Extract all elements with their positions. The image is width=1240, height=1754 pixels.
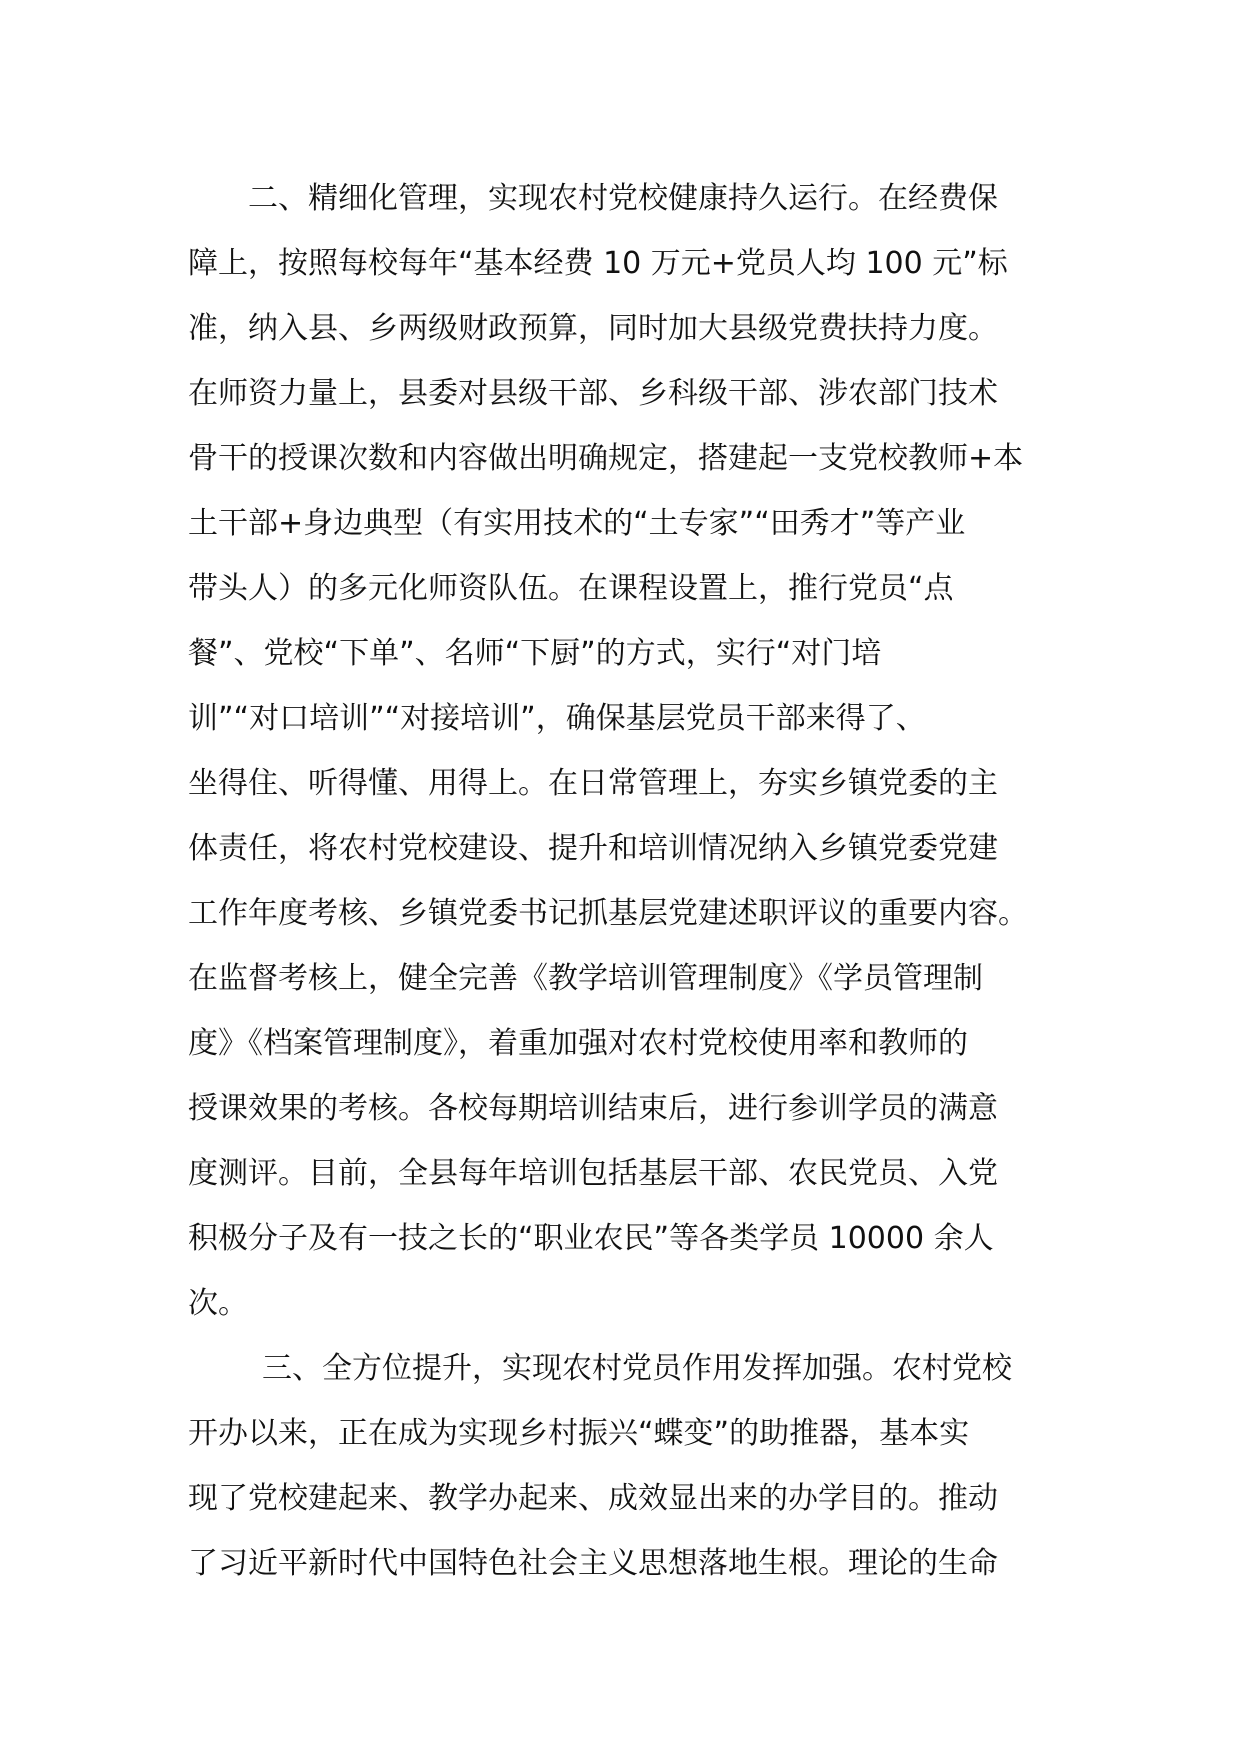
text-line: 度》《档案管理制度》，着重加强对农村党校使用率和教师的	[188, 1026, 968, 1061]
text-line: 了习近平新时代中国特色社会主义思想落地生根。理论的生命	[188, 1546, 998, 1581]
text-line: 二、精细化管理，实现农村党校健康持久运行。在经费保	[248, 181, 998, 216]
text-line: 土干部+身边典型（有实用技术的“土专家”“田秀才”等产业	[188, 506, 966, 541]
paragraph-3	[188, 1336, 1058, 1596]
text-line: 体责任，将农村党校建设、提升和培训情况纳入乡镇党委党建	[188, 831, 998, 866]
text-line: 餐”、党校“下单”、名师“下厨”的方式，实行“对门培	[188, 636, 882, 671]
text-line: 现了党校建起来、教学办起来、成效显出来的办学目的。推动	[188, 1481, 998, 1516]
text-line: 次。	[188, 1286, 248, 1321]
text-line: 障上，按照每校每年“基本经费 10 万元+党员人均 100 元”标	[188, 246, 1008, 281]
document-page	[188, 166, 1058, 1596]
text-line: 三、全方位提升，实现农村党员作用发挥加强。农村党校	[262, 1351, 1012, 1386]
text-line: 在师资力量上，县委对县级干部、乡科级干部、涉农部门技术	[188, 376, 998, 411]
text-line: 在监督考核上，健全完善《教学培训管理制度》《学员管理制	[188, 961, 983, 996]
text-line: 工作年度考核、乡镇党委书记抓基层党建述职评议的重要内容。	[188, 896, 1028, 931]
text-line: 度测评。目前，全县每年培训包括基层干部、农民党员、入党	[188, 1156, 998, 1191]
text-line: 积极分子及有一技之长的“职业农民”等各类学员 10000 余人	[188, 1221, 994, 1256]
text-line: 带头人）的多元化师资队伍。在课程设置上，推行党员“点	[188, 571, 954, 606]
text-line: 坐得住、听得懂、用得上。在日常管理上，夯实乡镇党委的主	[188, 766, 998, 801]
text-line: 准，纳入县、乡两级财政预算，同时加大县级党费扶持力度。	[188, 311, 998, 346]
text-line: 授课效果的考核。各校每期培训结束后，进行参训学员的满意	[188, 1091, 998, 1126]
text-line: 训”“对口培训”“对接培训”，确保基层党员干部来得了、	[188, 701, 926, 736]
paragraph-2	[188, 166, 1058, 1336]
text-line: 骨干的授课次数和内容做出明确规定，搭建起一支党校教师+本	[188, 441, 1024, 476]
text-line: 开办以来，正在成为实现乡村振兴“蝶变”的助推器，基本实	[188, 1416, 970, 1451]
